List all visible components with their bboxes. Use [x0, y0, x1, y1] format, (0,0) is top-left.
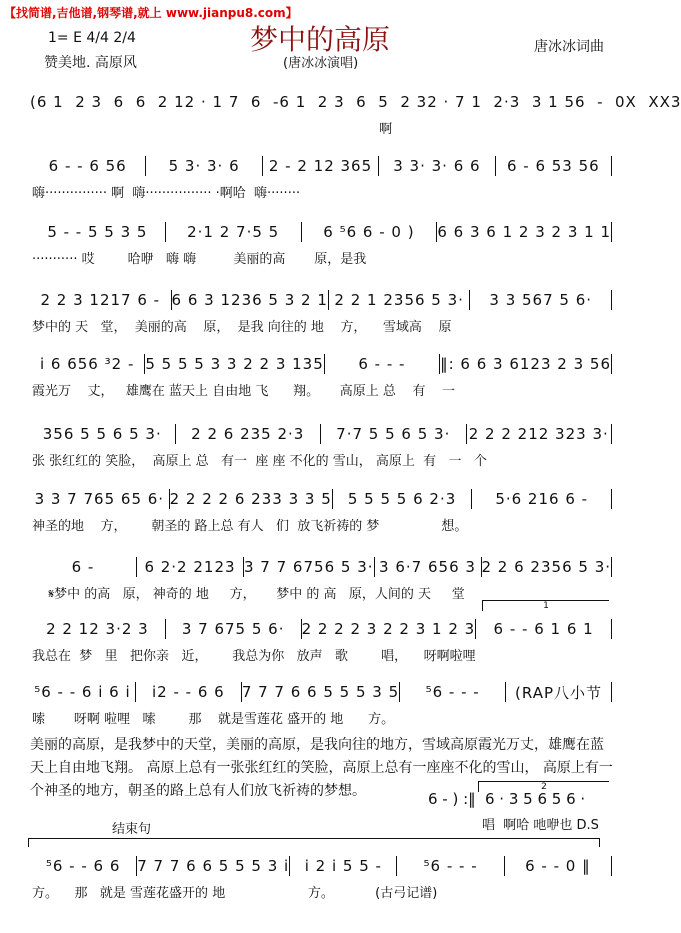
measure: (6 1 2 3 6 6 2 1 — [30, 93, 185, 111]
composer: 唐冰冰词曲 — [534, 39, 604, 55]
bar-line — [611, 856, 612, 876]
lyrics-line: 神圣的地 方， 朝圣的 路上总 有人 们 放飞祈祷的 梦 想。 — [32, 519, 468, 534]
measure: 2·1 2 7·5 5 — [187, 223, 280, 241]
measure: 5 3· 3· 6 — [168, 157, 240, 175]
lyrics-line: 啊 — [32, 122, 393, 137]
measure: 6 ⁵6 6 - 0 ) — [323, 223, 415, 241]
notes-line — [30, 682, 612, 702]
notes-line — [30, 424, 612, 444]
notes-line — [30, 489, 612, 509]
bar-line — [611, 354, 612, 374]
ending-label: 结束句 — [112, 822, 152, 837]
notes-line — [30, 619, 612, 639]
measure: 6 - — [71, 558, 95, 576]
measure: 2 2 2 2 6 233 3 3 5 — [169, 490, 332, 508]
volta-2-lyrics: 唱 啊哈 吔咿也 D.S — [482, 818, 599, 833]
bar-line — [611, 222, 612, 242]
measure: 3 7 675 5 6· — [181, 620, 285, 638]
measure: 6 - - 6 56 — [48, 157, 127, 175]
notes-line — [30, 156, 612, 176]
measure: 2 2 2 2 3 2 2 3 1 2 3 — [301, 620, 476, 638]
measure: 6 6 3 6 1 2 3 2 3 1 1 — [437, 223, 612, 241]
measure: 2 2 12 3·2 3 — [46, 620, 149, 638]
measure: 2 2 6 235 2·3 — [191, 425, 305, 443]
measure: 7 7 7 6 6 5 5 5 3 5 — [241, 683, 400, 701]
measure: 2 · 7 1 2·3 3 1 5 — [427, 93, 575, 111]
volta-2-label: 2 — [541, 782, 547, 792]
notes-line — [30, 354, 612, 374]
lyrics-line: 嗦 呀啊 啦哩 嗦 那 就是雪莲花 盛开的 地 方。 — [32, 712, 395, 727]
measure: 7 7 7 6 6 5 5 5 3 i — [137, 857, 290, 875]
measure: 356 5 5 6 5 3· — [42, 425, 162, 443]
measure: 6 1 2 3 6 5 2 3 — [279, 93, 428, 111]
measure: 3 3 7 765 65 6· — [34, 490, 165, 508]
notes-line — [30, 557, 612, 577]
measure: 2 2 2 212 323 3· — [468, 425, 609, 443]
bar-line — [611, 682, 612, 702]
measure: 3 7 7 6756 5 3· — [244, 558, 374, 576]
measure: ⁵6 - - 6 i 6 i — [34, 683, 131, 701]
lyrics-line: 我总在 梦 里 把你亲 近， 我总为你 放声 歌 唱， 呀啊啦哩 — [32, 649, 476, 664]
measure: 5 - - 5 5 3 5 — [47, 223, 148, 241]
lyrics-line: ··········· 哎 哈咿 嗨 嗨 美丽的高 原，是我 — [32, 252, 367, 267]
measure: 6 2·2 2123 — [144, 558, 236, 576]
lyrics-line: 梦中的 天 堂， 美丽的高 原， 是我 向往的 地 方， 雪域高 原 — [32, 320, 452, 335]
volta-1-label: 1 — [543, 601, 549, 611]
measure: 6 - - 6 1 6 1 — [493, 620, 594, 638]
lyrics-line: 方。 那 就是 雪莲花盛开的 地 方。 (古弓记谱) — [32, 886, 438, 901]
lyrics-line: 霞光万 丈， 雄鹰在 蓝天上 自由地 飞 翔。 高原上 总 有 一 — [32, 384, 455, 399]
bar-line — [611, 489, 612, 509]
measure: 6 - 6 53 56 — [506, 157, 600, 175]
notes-line — [30, 290, 612, 310]
measure: i2 - - 6 6 — [152, 683, 225, 701]
bar-line — [611, 290, 612, 310]
measure: 2 - 2 12 365 — [268, 157, 373, 175]
measure: 2 2 6 2356 5 3· — [481, 558, 611, 576]
measure: 2 · 1 7 6 - — [184, 93, 280, 111]
measure: 6 6 3 1236 5 3 2 1 — [171, 291, 328, 309]
measure: i 6 656 ³2 - — [39, 355, 135, 373]
measure: (RAP八小节 — [515, 683, 603, 702]
singer: (唐冰冰演唱) — [283, 56, 359, 71]
measure: 3 3· 3· 6 6 — [393, 157, 481, 175]
site-banner[interactable]: 【找简谱,吉他谱,钢琴谱,就上 www.jianpu8.com】 — [4, 6, 298, 20]
key-signature: 1= E 4/4 2/4 — [48, 30, 136, 46]
measure: 6 - 0X XX3 — [574, 93, 681, 111]
notes-line — [30, 856, 612, 876]
measure: i 2 i 5 5 - — [304, 857, 382, 875]
measure: 2 2 3 1217 6 - — [40, 291, 161, 309]
measure: 6 - - 0 ‖ — [525, 857, 591, 875]
ending-bracket — [28, 838, 600, 847]
song-title: 梦中的高原 — [250, 23, 391, 56]
notes-line — [30, 92, 681, 112]
lyrics-line: 张 张红红的 笑脸， 高原上 总 有一 座 座 不化的 雪山， 高原上 有 一 个 — [32, 454, 487, 469]
measure: 5 5 5 5 6 2·3 — [347, 490, 457, 508]
lyrics-line: 𝄋梦中 的高 原， 神奇的 地 方， 梦中 的 高 原，人间的 天 堂 — [32, 587, 465, 602]
bar-line — [611, 424, 612, 444]
measure: 7·7 5 5 6 5 3· — [336, 425, 451, 443]
bar-line — [611, 557, 612, 577]
bar-line — [611, 619, 612, 639]
notes-line — [30, 222, 612, 242]
volta-2-notes: 6 · 3 5 6 5 6 · — [485, 790, 586, 808]
measure: ⁵6 - - - — [423, 857, 478, 875]
measure: ⁵6 - - - — [425, 683, 480, 701]
measure: 3 3 567 5 6· — [489, 291, 593, 309]
rap-end-notes: 6 - ) :‖ — [428, 790, 476, 808]
measure: 5 5 5 5 3 3 2 2 3 135 — [145, 355, 324, 373]
measure: ‖: 6 6 3 6123 2 3 56 — [440, 355, 612, 373]
rap-text: 美丽的高原，是我梦中的天堂，美丽的高原，是我向往的地方，雪域高原霞光万丈，雄鹰在蓝天上自由地飞翔。 高原上总有一张张红红的笑脸，高原上总有一座座不化的雪山， 高原上有一个神圣的地方，朝圣的路上总有人们放飞祈祷的梦想。 — [30, 737, 613, 799]
measure: 6 - - - — [358, 355, 406, 373]
measure: 2 2 1 2356 5 3· — [334, 291, 464, 309]
lyrics-line: 嗨··············· 啊 嗨················ ·啊哈 嗨········ — [32, 186, 301, 201]
volta-1 — [482, 600, 609, 611]
measure: ⁵6 - - 6 6 — [45, 857, 121, 875]
measure: 3 6·7 656 3 — [379, 558, 476, 576]
style-marking: 赞美地. 高原风 — [44, 55, 137, 71]
measure: 5·6 216 6 - — [495, 490, 589, 508]
bar-line — [611, 156, 612, 176]
